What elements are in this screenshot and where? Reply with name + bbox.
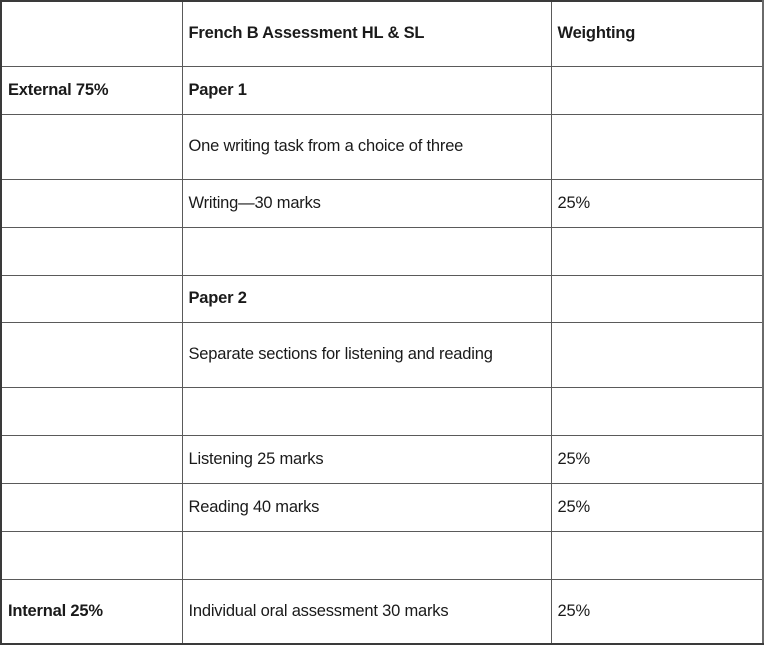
table-row-paper1-task xyxy=(1,114,763,179)
description-cell: Individual oral assessment 30 marks xyxy=(182,579,551,644)
weighting-cell xyxy=(551,531,763,579)
component-cell xyxy=(1,227,182,275)
weighting-cell xyxy=(551,66,763,114)
weighting-cell: 25% xyxy=(551,435,763,483)
weighting-cell: 25% xyxy=(551,579,763,644)
component-cell xyxy=(1,114,182,179)
table-row-paper2 xyxy=(1,275,763,322)
table-row-internal-oral xyxy=(1,579,763,644)
component-cell xyxy=(1,275,182,322)
component-cell xyxy=(1,435,182,483)
description-cell xyxy=(182,227,551,275)
header-empty-cell xyxy=(1,1,182,66)
description-cell: Reading 40 marks xyxy=(182,483,551,531)
weighting-cell xyxy=(551,114,763,179)
table-row-listening xyxy=(1,435,763,483)
weighting-cell xyxy=(551,227,763,275)
weighting-cell xyxy=(551,275,763,322)
header-assessment-title: French B Assessment HL & SL xyxy=(182,1,551,66)
description-cell xyxy=(182,531,551,579)
component-cell: External 75% xyxy=(1,66,182,114)
component-cell xyxy=(1,531,182,579)
weighting-cell: 25% xyxy=(551,483,763,531)
description-cell: Listening 25 marks xyxy=(182,435,551,483)
component-cell: Internal 25% xyxy=(1,579,182,644)
header-weighting: Weighting xyxy=(551,1,763,66)
description-cell: Paper 2 xyxy=(182,275,551,322)
description-cell: Separate sections for listening and reading xyxy=(182,322,551,387)
table-row-empty-2 xyxy=(1,387,763,435)
header-row xyxy=(1,1,763,66)
component-cell xyxy=(1,322,182,387)
description-cell xyxy=(182,387,551,435)
component-cell xyxy=(1,483,182,531)
table-row-reading xyxy=(1,483,763,531)
table-row-empty-1 xyxy=(1,227,763,275)
weighting-cell: 25% xyxy=(551,179,763,227)
description-cell: Writing—30 marks xyxy=(182,179,551,227)
weighting-cell xyxy=(551,387,763,435)
component-cell xyxy=(1,179,182,227)
table-row-empty-3 xyxy=(1,531,763,579)
component-cell xyxy=(1,387,182,435)
weighting-cell xyxy=(551,322,763,387)
table-row-paper2-sections xyxy=(1,322,763,387)
table-row-external-paper1 xyxy=(1,66,763,114)
table-row-writing xyxy=(1,179,763,227)
description-cell: Paper 1 xyxy=(182,66,551,114)
description-cell: One writing task from a choice of three xyxy=(182,114,551,179)
